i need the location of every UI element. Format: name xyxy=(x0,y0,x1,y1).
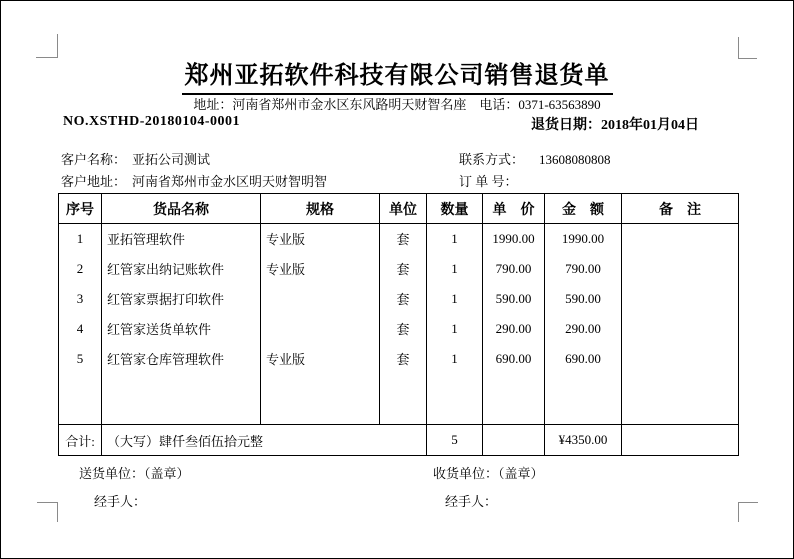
customer-address-value: 河南省郑州市金水区明天财智明智 xyxy=(132,174,328,189)
cell-product: 红管家仓库管理软件 xyxy=(102,344,261,374)
document-title: 郑州亚拓软件科技有限公司销售退货单 xyxy=(182,55,613,95)
cell-unit: 套 xyxy=(380,254,427,284)
sales-order-number-label: 订 单 号： xyxy=(459,174,518,189)
cell-unit: 套 xyxy=(380,344,427,374)
col-header-qty: 数量 xyxy=(427,194,483,224)
cell-spec: 专业版 xyxy=(261,344,380,374)
cell-unit-price: 690.00 xyxy=(483,344,545,374)
cell-remark xyxy=(622,254,739,284)
cell-empty xyxy=(102,374,261,425)
cell-empty xyxy=(380,374,427,425)
total-amount: ¥4350.00 xyxy=(545,425,622,456)
cell-remark xyxy=(622,284,739,314)
customer-name-row xyxy=(61,149,210,168)
sender-unit-label: 送货单位：（盖章） xyxy=(79,466,190,481)
col-header-unit: 单位 xyxy=(380,194,427,224)
total-amount-in-words: （大写）肆仟叁佰伍拾元整 xyxy=(102,425,427,456)
cell-unit-price: 1990.00 xyxy=(483,224,545,254)
total-label: 合计: xyxy=(59,425,102,456)
sales-order-number-row xyxy=(459,171,524,190)
customer-name-label: 客户名称： xyxy=(61,152,127,167)
cell-qty: 1 xyxy=(427,344,483,374)
col-header-product: 货品名称 xyxy=(102,194,261,224)
col-header-seq: 序号 xyxy=(59,194,102,224)
customer-contact-row xyxy=(459,149,611,168)
cell-remark xyxy=(622,224,739,254)
return-date-value: 2018年01月04日 xyxy=(601,118,699,133)
return-date-label: 退货日期： xyxy=(531,118,601,133)
total-remark-empty xyxy=(622,425,739,456)
document-header xyxy=(1,55,793,95)
cell-remark xyxy=(622,344,739,374)
table-row xyxy=(59,284,739,314)
cell-seq: 5 xyxy=(59,344,102,374)
cell-seq: 1 xyxy=(59,224,102,254)
cell-qty: 1 xyxy=(427,284,483,314)
cell-seq: 2 xyxy=(59,254,102,284)
cell-qty: 1 xyxy=(427,224,483,254)
customer-contact-value: 13608080808 xyxy=(539,152,611,167)
table-filler-row xyxy=(59,374,739,425)
cell-unit-price: 590.00 xyxy=(483,284,545,314)
table-header-row xyxy=(59,194,739,224)
col-header-remark: 备 注 xyxy=(622,194,739,224)
cell-qty: 1 xyxy=(427,314,483,344)
cell-product: 红管家送货单软件 xyxy=(102,314,261,344)
sender-agent-label: 经手人： xyxy=(94,494,147,509)
cell-remark xyxy=(622,314,739,344)
cell-product: 红管家票据打印软件 xyxy=(102,284,261,314)
table-row xyxy=(59,254,739,284)
cell-spec: 专业版 xyxy=(261,224,380,254)
cell-empty xyxy=(483,374,545,425)
col-header-spec: 规格 xyxy=(261,194,380,224)
cell-unit: 套 xyxy=(380,284,427,314)
crop-mark-bottom-left-icon xyxy=(37,502,58,522)
cell-empty xyxy=(261,374,380,425)
cell-amount: 790.00 xyxy=(545,254,622,284)
receiver-agent-label: 经手人： xyxy=(445,494,498,509)
cell-qty: 1 xyxy=(427,254,483,284)
customer-contact-label: 联系方式： xyxy=(459,152,525,167)
cell-empty xyxy=(427,374,483,425)
cell-unit-price: 290.00 xyxy=(483,314,545,344)
customer-name-value: 亚拓公司测试 xyxy=(132,152,211,167)
cell-unit: 套 xyxy=(380,314,427,344)
cell-amount: 1990.00 xyxy=(545,224,622,254)
cell-product: 红管家出纳记账软件 xyxy=(102,254,261,284)
cell-seq: 4 xyxy=(59,314,102,344)
cell-spec xyxy=(261,284,380,314)
company-address-line: 地址：河南省郑州市金水区东风路明天财智名座 电话：0371-63563890 xyxy=(193,97,601,112)
cell-unit: 套 xyxy=(380,224,427,254)
total-row xyxy=(59,425,739,456)
table-row xyxy=(59,224,739,254)
cell-seq: 3 xyxy=(59,284,102,314)
table-row xyxy=(59,344,739,374)
cell-empty xyxy=(59,374,102,425)
table-row xyxy=(59,314,739,344)
cell-spec xyxy=(261,314,380,344)
cell-empty xyxy=(622,374,739,425)
cell-unit-price: 790.00 xyxy=(483,254,545,284)
total-unit-price-empty xyxy=(483,425,545,456)
receiver-unit-label: 收货单位：（盖章） xyxy=(433,466,544,481)
items-table xyxy=(58,193,739,456)
crop-mark-bottom-right-icon xyxy=(738,502,758,522)
return-date xyxy=(531,114,699,134)
document-number: NO.XSTHD-20180104-0001 xyxy=(63,114,241,129)
customer-address-label: 客户地址： xyxy=(61,174,127,189)
cell-amount: 690.00 xyxy=(545,344,622,374)
col-header-amount: 金 额 xyxy=(545,194,622,224)
cell-amount: 290.00 xyxy=(545,314,622,344)
cell-amount: 590.00 xyxy=(545,284,622,314)
total-quantity: 5 xyxy=(427,425,483,456)
col-header-unit-price: 单 价 xyxy=(483,194,545,224)
cell-spec: 专业版 xyxy=(261,254,380,284)
cell-empty xyxy=(545,374,622,425)
cell-product: 亚拓管理软件 xyxy=(102,224,261,254)
customer-address-row xyxy=(61,171,327,190)
